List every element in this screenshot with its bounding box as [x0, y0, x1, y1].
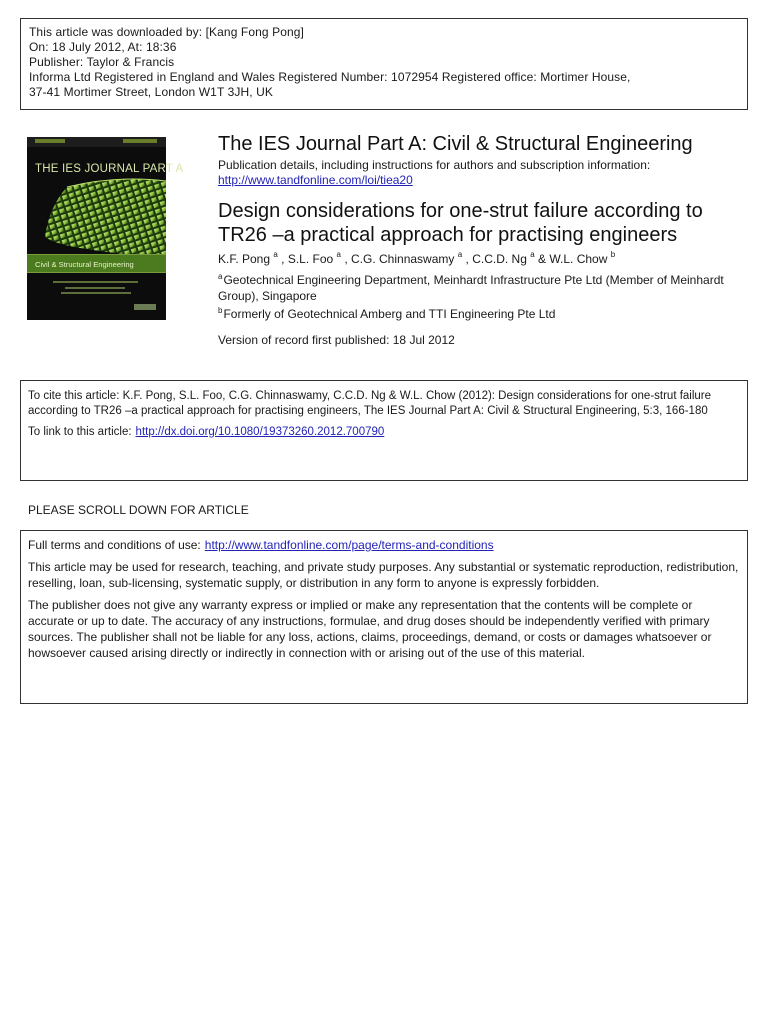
citation-box [20, 380, 748, 481]
journal-link[interactable]: http://www.tandfonline.com/loi/tiea20 [218, 173, 413, 187]
author-separator: & [534, 252, 550, 266]
citation-text: To cite this article: K.F. Pong, S.L. Foo, C.G. Chinnaswamy, C.C.D. Ng & W.L. Chow (2012): Design considerations for one-strut failure according to TR26 –a practical approach for practising engineers, The IES Journal Part A: Civil & Structural Engineering, 5:3, 166-180 [28, 390, 712, 417]
author-name: K.F. Pong [218, 252, 271, 266]
author-name: W.L. Chow [549, 252, 608, 266]
affiliation-b [218, 306, 555, 322]
version-of-record: Version of record first published: 18 Jul 2012 [218, 333, 455, 347]
terms-paragraph-warranty: The publisher does not give any warranty express or implied or make any representation that the contents will be complete or accurate or up to date. The accuracy of any instructions, formulae, and drug doses should be independently verified with primary sources. The publisher shall not be liable for any loss, actions, claims, proceedings, demand, or costs or damages whatsoever or howsoever caused arising directly or indirectly in connection with or arising out of the use of this material. [28, 598, 712, 660]
cover-subtitle: Civil & Structural Engineering [35, 260, 134, 269]
download-info-line: 37-41 Mortimer Street, London W1T 3JH, UK [29, 85, 273, 99]
link-label: To link to this article: [28, 426, 132, 438]
terms-link[interactable]: http://www.tandfonline.com/page/terms-and-conditions [204, 538, 494, 552]
scroll-notice: PLEASE SCROLL DOWN FOR ARTICLE [28, 503, 249, 517]
cover-title: THE IES JOURNAL PART A [35, 163, 184, 175]
download-info-box [20, 18, 748, 110]
affiliation-text: Formerly of Geotechnical Amberg and TTI Engineering Pte Ltd [223, 307, 556, 321]
author-affiliation-marker: a [530, 250, 535, 259]
journal-cover-image [27, 137, 184, 320]
author-affiliation-marker: a [457, 250, 463, 259]
download-info-line: This article was downloaded by: [Kang Fong Pong] [29, 25, 304, 39]
terms-label-row [28, 537, 740, 553]
affiliation-marker: a [218, 272, 223, 281]
author-separator: , [277, 252, 288, 266]
article-link-row [28, 425, 740, 440]
affiliation-text: Geotechnical Engineering Department, Meinhardt Infrastructure Pte Ltd (Member of Meinhardt Group), Singapore [218, 273, 724, 303]
publication-details: Publication details, including instructions for authors and subscription information: [218, 158, 651, 172]
author-affiliation-marker: a [273, 250, 278, 259]
terms-label: Full terms and conditions of use: [28, 538, 201, 552]
author-name: C.C.D. Ng [472, 252, 527, 266]
terms-box [20, 530, 748, 704]
download-info-line: Informa Ltd Registered in England and Wales Registered Number: 1072954 Registered office: Mortimer House, [29, 70, 631, 84]
affiliation-a [218, 272, 738, 304]
author-separator: , [341, 252, 352, 266]
affiliation-marker: b [218, 306, 223, 315]
author-name: C.G. Chinnaswamy [351, 252, 455, 266]
download-info-line: Publisher: Taylor & Francis [29, 55, 175, 69]
author-name: S.L. Foo [287, 252, 334, 266]
doi-link[interactable]: http://dx.doi.org/10.1080/19373260.2012.700790 [135, 426, 385, 438]
article-title: Design considerations for one-strut failure according to TR26 –a practical approach for practising engineers [218, 200, 703, 246]
author-separator: , [462, 252, 473, 266]
terms-paragraph-usage: This article may be used for research, teaching, and private study purposes. Any substantial or systematic reproduction, redistribution, reselling, loan, sub-licensing, systematic supply, or distribution in any form to anyone is expressly forbidden. [28, 560, 739, 590]
publisher-logo [134, 304, 156, 310]
author-list [218, 252, 615, 267]
download-info-line: On: 18 July 2012, At: 18:36 [29, 40, 177, 54]
author-affiliation-marker: b [610, 250, 616, 259]
journal-title: The IES Journal Part A: Civil & Structural Engineering [218, 133, 693, 155]
author-affiliation-marker: a [336, 250, 341, 259]
